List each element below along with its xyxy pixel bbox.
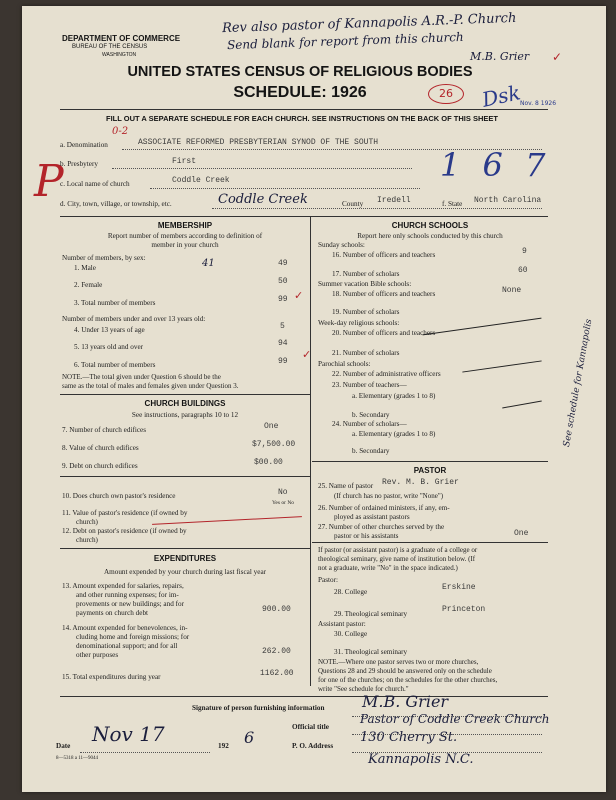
county-label: County — [342, 200, 364, 208]
signature-label: Signature of person furnishing information — [192, 704, 325, 712]
red-p-mark: P — [34, 156, 64, 207]
q25-label: 25. Name of pastor — [318, 482, 374, 490]
strike-line — [152, 516, 302, 525]
q22-label: 22. Number of administrative officers — [332, 370, 441, 378]
census-form — [22, 6, 606, 792]
fill-line — [112, 168, 412, 169]
top-note-2: Send blank for report from this church — [226, 29, 464, 53]
official-title-value: Pastor of Coddle Creek Church — [360, 712, 550, 726]
q15-label: 15. Total expenditures during year — [62, 673, 161, 681]
expenditures-title: EXPENDITURES — [153, 554, 217, 563]
q11-label: 11. Value of pastor's residence (if owned by — [62, 509, 188, 517]
city-value: Coddle Creek — [218, 192, 308, 207]
q14-label-3: denominational support; and for all — [76, 642, 178, 650]
church-name-label: c. Local name of church — [60, 180, 130, 188]
q14-value: 262.00 — [262, 647, 291, 656]
q31-label: 31. Theological seminary — [334, 648, 408, 656]
fill-line — [80, 752, 210, 753]
fill-line — [122, 149, 542, 150]
state-value: North Carolina — [474, 196, 542, 205]
q9-value: $00.00 — [254, 458, 283, 467]
q17-label: 17. Number of scholars — [332, 270, 400, 278]
sunday-label: Sunday schools: — [318, 241, 365, 249]
pastor-note4: write "See schedule for church." — [318, 685, 409, 693]
q16-value: 9 — [522, 247, 527, 256]
schools-sub: Report here only schools conducted by this church — [357, 232, 503, 240]
city-heading: WASHINGTON — [102, 52, 137, 58]
q24b-label: b. Secondary — [352, 447, 390, 455]
q18-label: 18. Number of officers and teachers — [332, 290, 436, 298]
q26-label: 26. Number of ordained ministers, if any, em- — [318, 504, 450, 512]
dash-line — [423, 318, 542, 336]
code-mark: 0-2 — [112, 126, 129, 137]
q23b-label: b. Secondary — [352, 411, 390, 419]
membership-note1: NOTE.—The total given under Question 6 should be the — [62, 373, 221, 381]
q8-label: 8. Value of church edifices — [62, 444, 139, 452]
fill-line — [352, 752, 542, 753]
section-rule — [60, 216, 548, 217]
q16-label: 16. Number of officers and teachers — [332, 251, 436, 259]
summer-label: Summer vacation Bible schools: — [318, 280, 412, 288]
q13-label-2: and other running expenses; for im- — [76, 591, 179, 599]
q23a-label: a. Elementary (grades 1 to 8) — [352, 392, 436, 400]
q1-value: 49 — [278, 259, 288, 268]
presbytery-value: First — [172, 157, 197, 166]
q14-label-4: other purposes — [76, 651, 119, 659]
q26-label-2: ployed as assistant pastors — [334, 513, 410, 521]
by-sex-label: Number of members, by sex: — [62, 254, 146, 262]
section-rule — [60, 548, 310, 549]
dash-line — [502, 401, 542, 409]
q6-value: 99 — [278, 357, 288, 366]
q7-label: 7. Number of church edifices — [62, 426, 147, 434]
q28-label: 28. College — [334, 588, 368, 596]
q1-label: 1. Male — [74, 264, 96, 272]
fill-line — [352, 734, 542, 735]
date-stamp-mark: Dsk — [479, 80, 523, 112]
date-value: Nov 17 — [92, 722, 165, 746]
q3-label: 3. Total number of members — [74, 299, 156, 307]
q2-label: 2. Female — [74, 281, 103, 289]
address-value: 130 Cherry St. — [360, 730, 458, 745]
section-rule — [312, 542, 548, 543]
q25-value: Rev. M. B. Grier — [382, 478, 459, 487]
county-value: Iredell — [377, 196, 411, 205]
pastor-note3: for one of the churches; on the schedules for the other churches, — [318, 676, 498, 684]
check-mark: ✓ — [302, 349, 312, 361]
age-head: Number of members under and over 13 years old: — [62, 315, 206, 323]
section-rule — [60, 476, 310, 477]
q10-value: No — [278, 488, 288, 497]
q25-note: (If church has no pastor, write "None") — [334, 492, 444, 500]
circled-number: 26 — [428, 84, 464, 104]
q10-label: 10. Does church own pastor's residence — [62, 492, 176, 500]
q28-value: Erskine — [442, 583, 476, 592]
schools-title: CHURCH SCHOOLS — [391, 221, 469, 230]
rule — [60, 109, 548, 110]
buildings-sub: See instructions, paragraphs 10 to 12 — [131, 411, 239, 419]
q27-label: 27. Number of other churches served by the — [318, 523, 445, 531]
q8-value: $7,500.00 — [252, 440, 296, 449]
asst-sub-label: Assistant pastor: — [318, 620, 366, 628]
q30-label: 30. College — [334, 630, 368, 638]
dash-line — [462, 360, 541, 372]
date-label: Date — [56, 742, 71, 750]
pastor-note2: Questions 28 and 29 should be answered only on the schedule — [318, 667, 492, 675]
presbytery-label: b. Presbytery — [60, 160, 98, 168]
official-title-label: Official title — [292, 723, 329, 731]
q27-label-2: pastor or his assistants — [334, 532, 399, 540]
q7-value: One — [264, 422, 279, 431]
form-title: UNITED STATES CENSUS OF RELIGIOUS BODIES — [127, 64, 473, 80]
q13-label-4: payments on church debt — [76, 609, 149, 617]
top-note-1: Rev also pastor of Kannapolis A.R.-P. Church — [221, 10, 517, 37]
address-value-2: Kannapolis N.C. — [368, 752, 474, 767]
q24-label: 24. Number of scholars— — [332, 420, 407, 428]
q15-value: 1162.00 — [260, 669, 294, 678]
bureau-heading: BUREAU OF THE CENSUS — [72, 44, 148, 50]
q29-label: 29. Theological seminary — [334, 610, 408, 618]
address-label: P. O. Address — [292, 742, 334, 750]
q18-value: None — [502, 286, 522, 295]
q6-label: 6. Total number of members — [74, 361, 156, 369]
section-rule — [312, 461, 548, 462]
q14-label: 14. Amount expended for benevolences, in- — [62, 624, 188, 632]
church-name-value: Coddle Creek — [172, 176, 230, 185]
check-mark: ✓ — [552, 50, 563, 64]
expenditures-sub: Amount expended by your church during last fiscal year — [103, 568, 267, 576]
column-divider — [310, 216, 311, 686]
big-number: 1 6 7 — [440, 146, 552, 184]
pastor-note1: NOTE.—Where one pastor serves two or more churches, — [318, 658, 479, 666]
form-number: 8—5318 a 11—9044 — [56, 756, 99, 761]
q13-value: 900.00 — [262, 605, 291, 614]
q23-label: 23. Number of teachers— — [332, 381, 407, 389]
fill-line — [352, 716, 542, 717]
pastor-title: PASTOR — [413, 466, 447, 475]
q11-label-2: church) — [76, 518, 98, 526]
q29-value: Princeton — [442, 605, 486, 614]
grad-line3: not a graduate, write "No" in the space indicated.) — [318, 564, 458, 572]
q13-label: 13. Amount expended for salaries, repairs, — [62, 582, 184, 590]
q13-label-3: provements or new buildings; and for — [76, 600, 184, 608]
q14-label-2: cluding home and foreign missions; for — [76, 633, 190, 641]
q1-note: 41 — [202, 258, 215, 269]
membership-note2: same as the total of males and females given under Question 3. — [62, 382, 239, 390]
q21-label: 21. Number of scholars — [332, 349, 400, 357]
parochial-label: Parochial schools: — [318, 360, 371, 368]
q24a-label: a. Elementary (grades 1 to 8) — [352, 430, 436, 438]
q2-value: 50 — [278, 277, 288, 286]
denomination-value: ASSOCIATE REFORMED PRESBYTERIAN SYNOD OF THE SOUTH — [138, 138, 379, 147]
fill-line — [150, 188, 420, 189]
state-label: f. State — [442, 200, 463, 208]
year-value: 6 — [244, 728, 255, 747]
dept-heading: DEPARTMENT OF COMMERCE — [62, 34, 181, 43]
fill-line — [212, 208, 542, 209]
check-mark: ✓ — [294, 290, 304, 302]
q27-value: One — [514, 529, 529, 538]
q3-value: 99 — [278, 295, 288, 304]
top-note-3: M.B. Grier — [470, 50, 530, 63]
q4-value: 5 — [280, 322, 285, 331]
pastor-sub-label: Pastor: — [318, 576, 338, 584]
q19-label: 19. Number of scholars — [332, 308, 400, 316]
year-label: 192 — [218, 742, 229, 750]
q17-value: 60 — [518, 266, 528, 275]
q20-label: 20. Number of officers and teachers — [332, 329, 436, 337]
q12-label: 12. Debt on pastor's residence (if owned by — [62, 527, 187, 535]
schedule-title: SCHEDULE: 1926 — [233, 84, 367, 101]
instruction-line: FILL OUT A SEPARATE SCHEDULE FOR EACH CHURCH. SEE INSTRUCTIONS ON THE BACK OF THIS SHEET — [106, 114, 498, 123]
q5-label: 5. 13 years old and over — [74, 343, 144, 351]
weekday-label: Week-day religious schools: — [318, 319, 400, 327]
buildings-title: CHURCH BUILDINGS — [144, 399, 226, 408]
section-rule — [60, 394, 310, 395]
city-label: d. City, town, village, or township, etc. — [60, 200, 172, 208]
membership-sub1: Report number of members according to definition of — [107, 232, 263, 240]
q9-label: 9. Debt on church edifices — [62, 462, 138, 470]
membership-title: MEMBERSHIP — [157, 221, 213, 230]
q5-value: 94 — [278, 339, 288, 348]
date-stamp: Nov. 8 1926 — [520, 100, 557, 107]
yes-no-hint: Yes or No — [272, 500, 295, 506]
grad-line1: If pastor (or assistant pastor) is a graduate of a college or — [318, 546, 478, 554]
side-note: See schedule for Kannapolis — [562, 318, 595, 448]
q12-label-2: church) — [76, 536, 98, 544]
membership-sub2: member in your church — [151, 241, 219, 249]
q4-label: 4. Under 13 years of age — [74, 326, 145, 334]
denomination-label: a. Denomination — [60, 141, 108, 149]
section-rule — [60, 696, 548, 697]
grad-line2: theological seminary, give name of institution below. (If — [318, 555, 476, 563]
signature-value: M.B. Grier — [362, 692, 449, 711]
